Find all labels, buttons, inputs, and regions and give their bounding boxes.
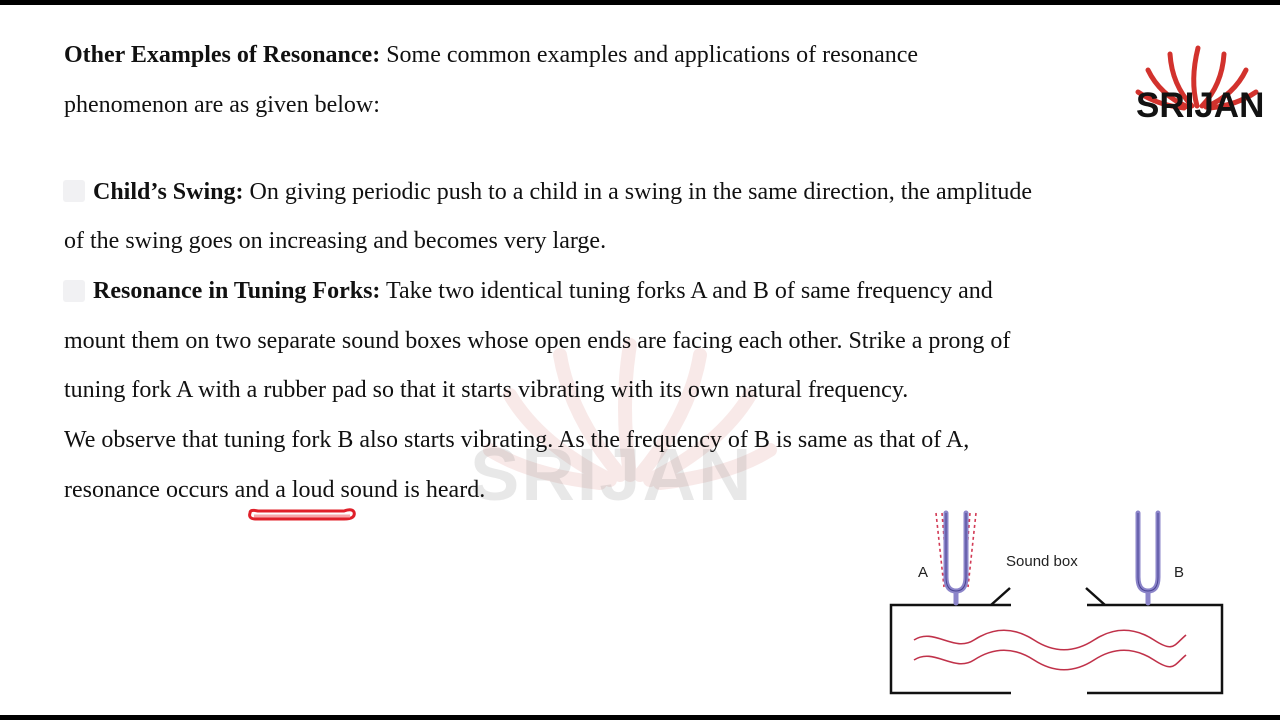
logo-text: SRIJAN xyxy=(1136,86,1265,125)
heading-line-2: phenomenon are as given below: xyxy=(64,92,380,118)
bottom-border xyxy=(0,715,1280,720)
watermark-text: SRIJAN xyxy=(470,433,754,516)
forks-line-2: mount them on two separate sound boxes whose open ends are facing each other. Strike a prong of xyxy=(64,328,1011,354)
forks-line-1 xyxy=(93,276,993,306)
heading-text-1: Some common examples and applications of resonance xyxy=(380,42,919,68)
sound-box-label: Sound box xyxy=(1006,553,1078,570)
bullet-marker xyxy=(63,180,85,202)
bullet-marker xyxy=(63,280,85,302)
heading-line-1 xyxy=(64,40,918,70)
swing-text-1: On giving periodic push to a child in a swing in the same direction, the amplitude xyxy=(243,179,1033,205)
pen-underline-annotation xyxy=(244,503,360,525)
swing-line-2: of the swing goes on increasing and becomes very large. xyxy=(64,228,607,254)
forks-line-3: tuning fork A with a rubber pad so that it starts vibrating with its own natural frequency. xyxy=(64,377,909,403)
forks-line-4: We observe that tuning fork B also starts vibrating. As the frequency of B is same as that of A, xyxy=(64,427,970,453)
fork-a-label: A xyxy=(918,564,929,581)
forks-text-1: Take two identical tuning forks A and B of same frequency and xyxy=(380,278,993,304)
top-border xyxy=(0,0,1280,5)
tuning-fork-diagram xyxy=(884,505,1230,701)
fork-b-label: B xyxy=(1174,564,1185,581)
heading-title: Other Examples of Resonance: xyxy=(64,42,381,68)
swing-line-1 xyxy=(93,177,1032,207)
forks-title: Resonance in Tuning Forks: xyxy=(93,278,381,304)
swing-title: Child’s Swing: xyxy=(93,179,244,205)
forks-line-5: resonance occurs and a loud sound is heard. xyxy=(64,477,486,503)
